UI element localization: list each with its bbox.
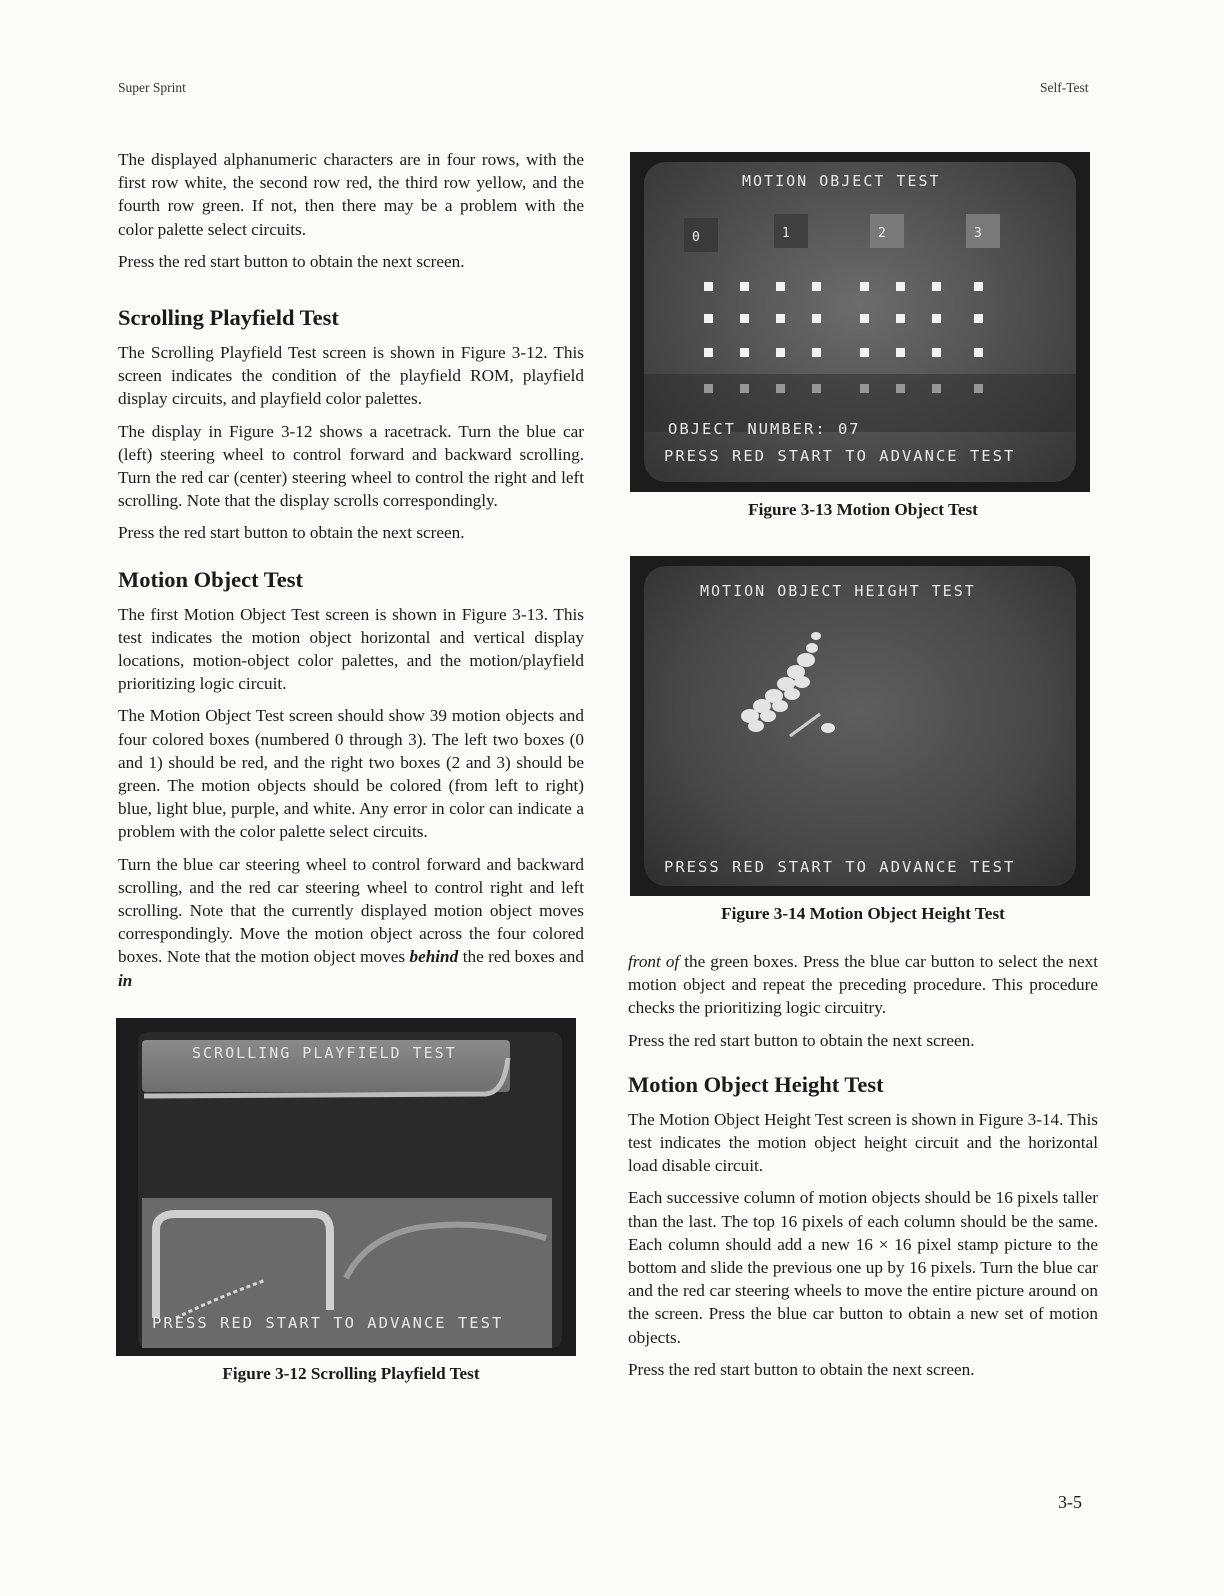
- motion-box-0: 0: [684, 218, 718, 252]
- motion-object-sprite: [776, 282, 785, 291]
- motion-p3-emphasis-in: in: [118, 970, 133, 990]
- motion-object-sprite: [932, 314, 941, 323]
- scrolling-paragraph-3: Press the red start button to obtain the next screen.: [118, 523, 465, 543]
- motion-object-sprite: [974, 348, 983, 357]
- motion-p3-emphasis-behind: behind: [409, 947, 459, 967]
- page-number: 3-5: [1058, 1492, 1082, 1512]
- height-screen-footer: PRESS RED START TO ADVANCE TEST: [664, 858, 1016, 876]
- motion-object-sprite: [704, 314, 713, 323]
- motion-screen-title: MOTION OBJECT TEST: [742, 172, 941, 190]
- continuation-paragraph-2: Press the red start button to obtain the next screen.: [628, 1030, 975, 1050]
- continuation-emphasis-front-of: front of: [628, 952, 680, 971]
- motion-object-screenshot: [630, 152, 1090, 492]
- figure-3-14-caption: Figure 3-14 Motion Object Height Test: [721, 904, 1005, 923]
- motion-object-sprite: [896, 282, 905, 291]
- motion-object-sprite: [896, 314, 905, 323]
- figure-3-12-caption: Figure 3-12 Scrolling Playfield Test: [222, 1363, 480, 1383]
- figure-3-14: [628, 556, 1098, 924]
- scrolling-screen-title: SCROLLING PLAYFIELD TEST: [192, 1043, 457, 1062]
- motion-object-sprite: [932, 348, 941, 357]
- motion-object-heading: Motion Object Test: [118, 566, 303, 592]
- right-column: [628, 152, 1098, 1390]
- motion-object-sprite: [740, 282, 749, 291]
- motion-object-sprite: [860, 348, 869, 357]
- motion-object-number: OBJECT NUMBER: 07: [668, 420, 861, 438]
- motion-height-heading: Motion Object Height Test: [628, 1071, 884, 1097]
- racetrack-graphic: [116, 1018, 576, 1356]
- motion-box-3: 3: [966, 214, 1000, 248]
- scrolling-playfield-screenshot: [116, 1018, 576, 1356]
- motion-object-sprite: [776, 348, 785, 357]
- motion-p3-text-b: the red boxes and: [458, 947, 584, 967]
- motion-object-sprite: [812, 348, 821, 357]
- scrolling-paragraph-1: The Scrolling Playfield Test screen is shown in Figure 3-12. This screen indicates the condition of the playfield ROM, playfield display circuits, and playfield color palettes.: [118, 343, 584, 409]
- motion-paragraph-3: [118, 853, 584, 992]
- motion-object-sprite: [896, 348, 905, 357]
- motion-object-sprite: [860, 282, 869, 291]
- motion-paragraph-1: The first Motion Object Test screen is shown in Figure 3-13. This test indicates the motion object horizontal and vertical display locations, motion-object color palettes, and the motion/playfield prioritizing logic circuit.: [118, 604, 584, 694]
- motion-object-sprite: [932, 282, 941, 291]
- motion-box-1: 1: [774, 214, 808, 248]
- running-header-right: Self-Test: [1040, 80, 1089, 95]
- height-paragraph-3: Press the red start button to obtain the next screen.: [628, 1359, 975, 1379]
- height-paragraph-1: The Motion Object Height Test screen is shown in Figure 3-14. This test indicates the motion object height circuit and the horizontal load disable circuit.: [628, 1109, 1098, 1176]
- continuation-paragraph: [628, 950, 1098, 1020]
- figure-3-13-caption: Figure 3-13 Motion Object Test: [748, 500, 978, 519]
- scrolling-paragraph-2: The display in Figure 3-12 shows a racetrack. Turn the blue car (left) steering wheel to control forward and backward scrolling. Turn the red car (center) steering wheel to control the right and left scrolling. Note that the display scrolls correspondingly.: [118, 421, 584, 511]
- continuation-text: the green boxes. Press the blue car button to select the next motion object and repeat the preceding procedure. This procedure checks the prioritizing logic circuitry.: [628, 952, 1098, 1018]
- stacked-motion-objects-graphic: [630, 556, 1090, 896]
- figure-3-13: [628, 152, 1098, 520]
- motion-height-screenshot: [630, 556, 1090, 896]
- motion-object-sprite: [812, 314, 821, 323]
- motion-object-sprite: [974, 282, 983, 291]
- motion-object-sprite: [740, 348, 749, 357]
- running-header-left: Super Sprint: [118, 80, 186, 95]
- motion-paragraph-2: The Motion Object Test screen should show 39 motion objects and four colored boxes (numbered 0 through 3). The left two boxes (0 and 1) should be red, and the right two boxes (2 and 3) should be green. The motion objects should be colored (from left to right) blue, light blue, purple, and white. Any error in color can indicate a problem with the color palette select circuits.: [118, 706, 584, 842]
- figure-3-12: [118, 1018, 584, 1384]
- intro-paragraph-1: The displayed alphanumeric characters are in four rows, with the first row white, the second row red, the third row yellow, and the fourth row green. If not, then there may be a problem with the color palette select circuits.: [118, 150, 584, 239]
- motion-object-sprite: [974, 314, 983, 323]
- motion-object-sprite: [776, 314, 785, 323]
- height-screen-title: MOTION OBJECT HEIGHT TEST: [700, 582, 976, 600]
- motion-object-sprite: [740, 314, 749, 323]
- motion-object-sprite: [704, 282, 713, 291]
- motion-object-sprite: [704, 348, 713, 357]
- height-paragraph-2: Each successive column of motion objects should be 16 pixels taller than the last. The top 16 pixels of each column should be the same. Each column should add a new 16 × 16 pixel stamp picture to the bottom and slide the previous one up by 16 pixels. Turn the blue car and the red car steering wheels to move the entire picture around on the screen. Press the blue car button to obtain a new set of motion objects.: [628, 1188, 1098, 1347]
- scrolling-screen-footer: PRESS RED START TO ADVANCE TEST: [152, 1313, 504, 1332]
- left-column: [118, 148, 584, 1384]
- motion-box-2: 2: [870, 214, 904, 248]
- motion-object-sprite: [860, 314, 869, 323]
- motion-object-sprite: [812, 282, 821, 291]
- motion-p3-text-a: Turn the blue car steering wheel to control forward and backward scrolling, and the red car steering wheel to control right and left scrolling. Note that the currently displayed motion object moves correspondingly. Move the motion object across the four colored boxes. Note that the motion object moves: [118, 854, 584, 967]
- motion-screen-footer: PRESS RED START TO ADVANCE TEST: [664, 447, 1016, 465]
- intro-paragraph-2: Press the red start button to obtain the next screen.: [118, 251, 465, 271]
- scrolling-playfield-heading: Scrolling Playfield Test: [118, 305, 339, 331]
